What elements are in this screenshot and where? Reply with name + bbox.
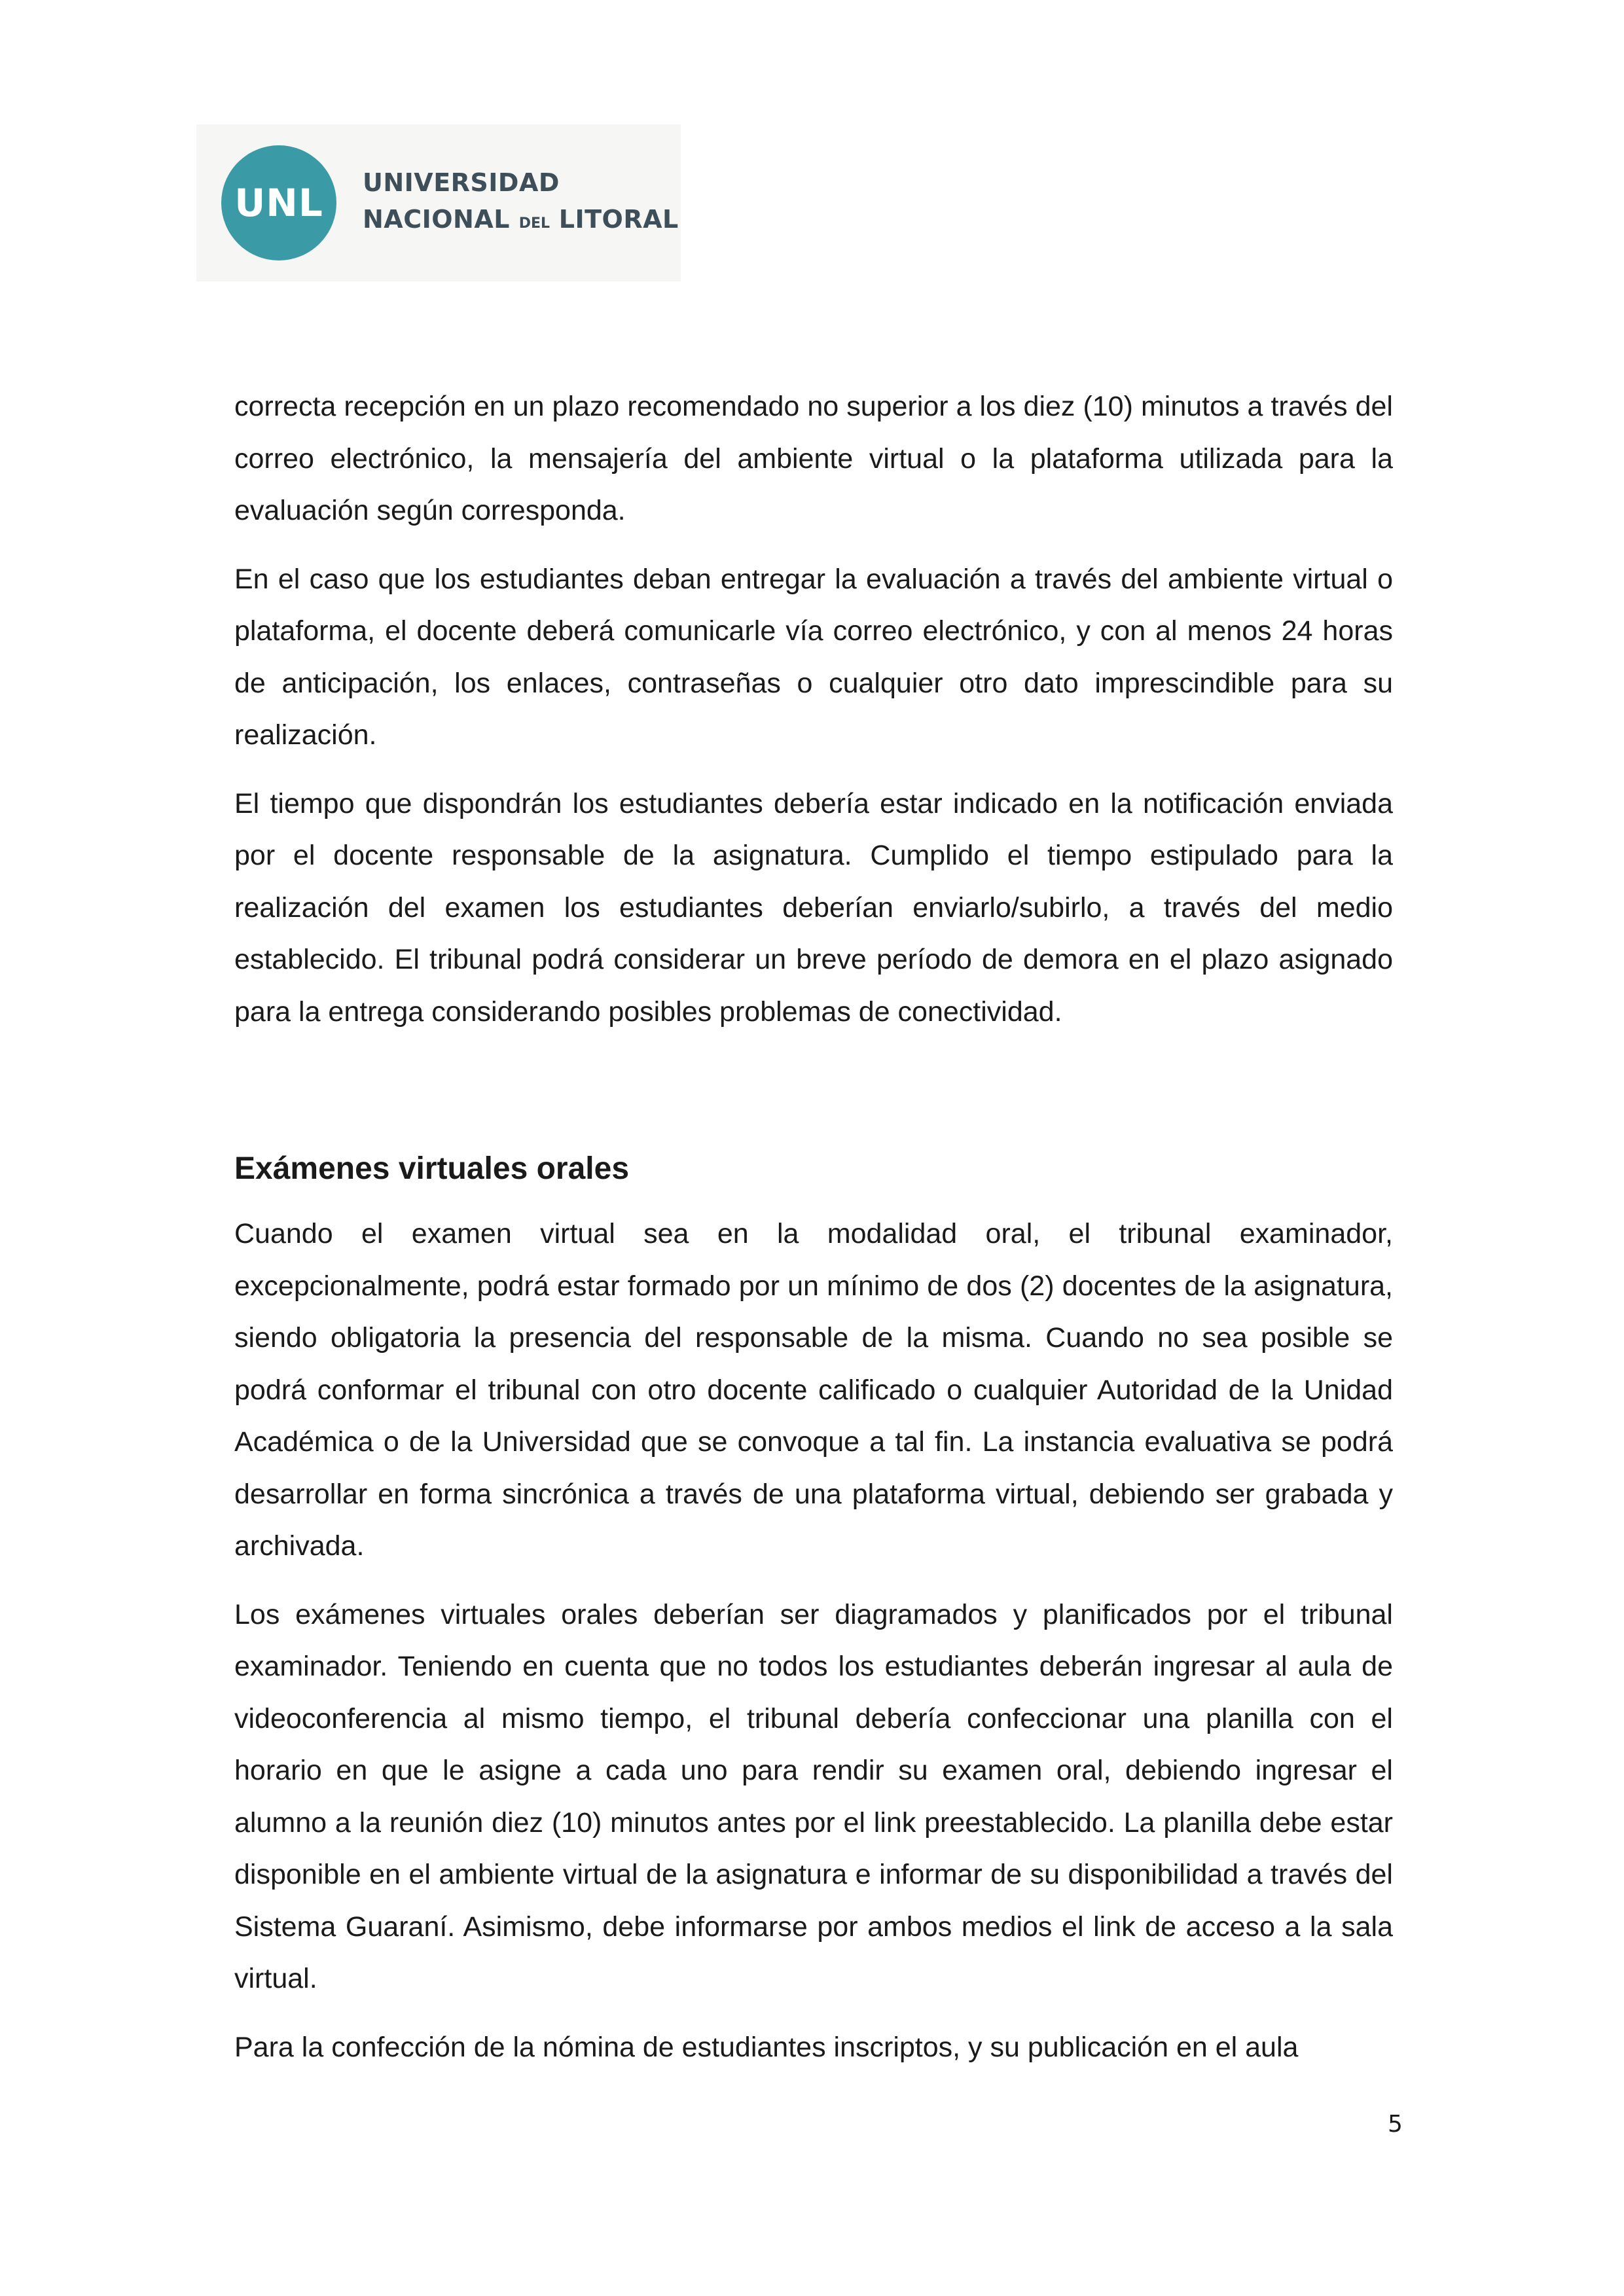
logo-line-2 — [363, 201, 679, 242]
logo-word-del: DEL — [518, 215, 550, 232]
logo-word-litoral: LITORAL — [558, 204, 679, 234]
university-logo — [196, 124, 681, 281]
page-number: 5 — [1388, 2111, 1403, 2138]
paragraph-3: El tiempo que dispondrán los estudiantes debería estar indicado en la notificación enviada por el docente responsable de la asignatura. Cumplido el tiempo estipulado para la realización del examen los estudiantes deberían enviarlo/subirlo, a través del medio establecido. El tribunal podrá considerar un breve período de demora en el plazo asignado para la entrega considerando posibles problemas de conectividad. — [234, 787, 1393, 1028]
section-heading: Exámenes virtuales orales — [234, 1151, 630, 1186]
logo-word-nacional: NACIONAL — [363, 204, 510, 234]
paragraph-6: Para la confección de la nómina de estudiantes inscriptos, y su publicación en el aula — [234, 2031, 1299, 2063]
paragraph-2: En el caso que los estudiantes deban entregar la evaluación a través del ambiente virtual o plataforma, el docente deberá comunicarle vía correo electrónico, y con al menos 24 horas de anticipación, los enlaces, contraseñas o cualquier otro dato imprescindible para su realización. — [234, 563, 1393, 751]
paragraph-4: Cuando el examen virtual sea en la modalidad oral, el tribunal examinador, excepcionalmente, podrá estar formado por un mínimo de dos (2) docentes de la asignatura, siendo obligatoria la presencia del responsable de la misma. Cuando no sea posible se podrá conformar el tribunal con otro docente calificado o cualquier Autoridad de la Unidad Académica o de la Universidad que se convoque a tal fin. La instancia evaluativa se podrá desarrollar en forma sincrónica a través de una plataforma virtual, debiendo ser grabada y archivada. — [234, 1218, 1393, 1562]
logo-line-1: UNIVERSIDAD — [363, 168, 560, 197]
logo-wordmark — [363, 164, 679, 242]
logo-abbr: UNL — [234, 181, 323, 225]
paragraph-1: correcta recepción en un plazo recomendado no superior a los diez (10) minutos a través del correo electrónico, la mensajería del ambiente virtual o la plataforma utilizada para la evaluación según corresponda. — [234, 391, 1393, 526]
document-body — [234, 381, 1393, 2090]
paragraph-5: Los exámenes virtuales orales deberían ser diagramados y planificados por el tribunal examinador. Teniendo en cuenta que no todos los estudiantes deberán ingresar al aula de videoconferencia al mismo tiempo, el tribunal debería confeccionar una planilla con el horario en que le asigne a cada uno para rendir su examen oral, debiendo ingresar el alumno a la reunión diez (10) minutos antes por el link preestablecido. La planilla debe estar disponible en el ambiente virtual de la asignatura e informar de su disponibilidad a través del Sistema Guaraní. Asimismo, debe informarse por ambos medios el link de acceso a la sala virtual. — [234, 1598, 1393, 1994]
logo-circle-icon — [221, 145, 336, 260]
